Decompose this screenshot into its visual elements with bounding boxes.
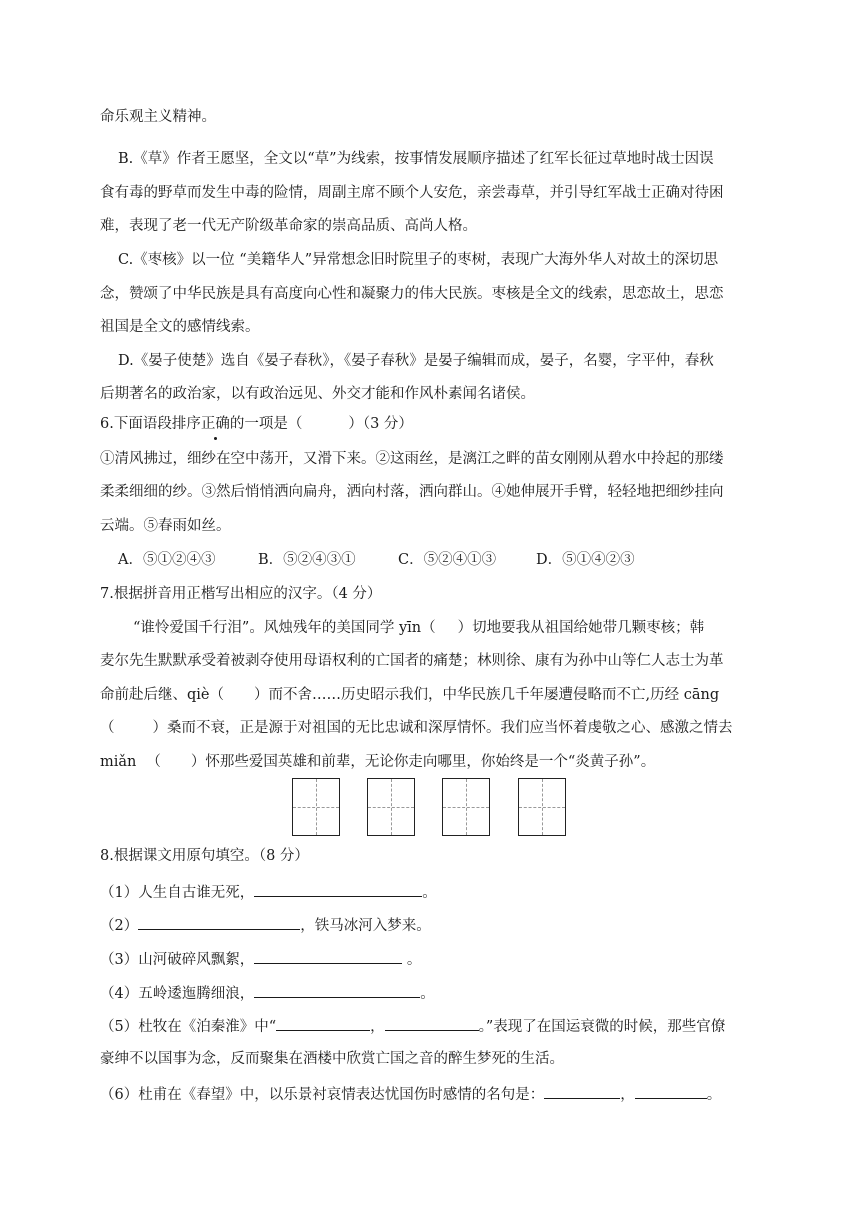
q8-item-1-text: （1）人生自古谁无死，: [100, 885, 255, 901]
q8-item-5-comma: ，: [370, 1019, 385, 1035]
q7-paren-open: （: [100, 720, 115, 736]
q8-item-5-text: （5）杜牧在《泊秦淮》中“: [100, 1019, 277, 1035]
q7-pinyin-yin: yīn: [398, 620, 422, 636]
q6-stem-part1: 6.下面语段排序: [100, 416, 201, 432]
q7-pinyin-cang: cāng: [683, 687, 720, 703]
q5-option-c-line3: 祖国是全文的感情线索。: [100, 319, 260, 335]
q5-option-a-tail: 命乐观主义精神。: [100, 109, 216, 125]
q5-option-b-line1: B.《草》作者王愿坚，全文以“草”为线索，按事情发展顺序描述了红军长征过草地时战士因误: [118, 151, 714, 167]
q8-item-6-comma: ，: [620, 1087, 635, 1103]
q5-option-d-line1: D.《晏子使楚》选自《晏子春秋》，《晏子春秋》是晏子编辑而成，晏子，名婴，字平仲，春秋: [118, 353, 714, 369]
q6-option-d[interactable]: D．⑤①④②③: [536, 552, 635, 568]
q8-item-6: [100, 1083, 721, 1105]
writing-grid-box-3[interactable]: [442, 778, 490, 836]
q7-line1-tail: ）切地要我从祖国给她带几颗枣核；韩: [457, 620, 705, 636]
q6-option-c[interactable]: C．⑤②④①③: [398, 552, 497, 568]
q7-pinyin-mian: miǎn: [100, 754, 137, 770]
q8-item-5-line2: 豪绅不以国事为念，反而聚集在酒楼中欣赏亡国之音的醉生梦死的生活。: [100, 1051, 564, 1067]
q8-blank-6a[interactable]: [544, 1083, 620, 1099]
q8-item-6-end: 。: [706, 1087, 722, 1103]
q8-item-2: [100, 914, 431, 936]
q8-blank-5b[interactable]: [385, 1015, 479, 1031]
q7-line1-text: “谁怜爱国千行泪”。风烛残年的美国同学: [133, 620, 399, 636]
q6-options: [0, 550, 860, 570]
q8-item-6-text: （6）杜甫在《春望》中，以乐景衬哀情表达忧国伤时感情的名句是：: [100, 1087, 545, 1103]
q7-line4-text: ）桑而不衰，正是源于对祖国的无比忠诚和深厚情怀。我们应当怀着虔敬之心、感激之情去: [152, 720, 733, 736]
q8-blank-2[interactable]: [138, 914, 300, 930]
q7-line4: [100, 718, 733, 738]
q8-blank-3[interactable]: [254, 948, 402, 964]
q7-line2: 麦尔先生默默承受着被剥夺使用母语权利的亡国者的痛楚；林则徐、康有为孙中山等仁人志士为革: [100, 653, 724, 669]
q5-option-c-line2: 念，赞颂了中华民族是具有高度向心性和凝聚力的伟大民族。枣核是全文的线索，思恋故土，思恋: [100, 286, 724, 302]
q8-item-5: [100, 1015, 725, 1037]
writing-grid-box-4[interactable]: [518, 778, 566, 836]
q7-paren-open: （: [421, 620, 436, 636]
q7-line5: [100, 752, 655, 772]
q5-option-d-line2: 后期著名的政治家，以有政治远见、外交才能和作风朴素闻名诸侯。: [100, 386, 535, 402]
q6-option-b[interactable]: B．⑤②④③①: [258, 552, 356, 568]
q8-item-4-text: （4）五岭逶迤腾细浪，: [100, 986, 255, 1002]
q8-blank-1[interactable]: [254, 881, 422, 897]
q6-stem-part2: 的一项是（: [229, 416, 303, 432]
writing-grid-box-2[interactable]: [367, 778, 415, 836]
q8-item-5-tail: 。”表现了在国运衰微的时候，那些官僚: [478, 1019, 726, 1035]
q7-paren-open: （: [209, 687, 225, 703]
q6-passage-line2: 柔柔细细的纱。③然后悄悄洒向扁舟，洒向村落，洒向群山。④她伸展开手臂，轻轻地把细纱挂向: [100, 484, 724, 500]
q7-line3-tail: ）而不舍……历史昭示我们，中华民族几千年屡遭侵略而不亡,历经: [254, 687, 684, 703]
writing-grid-box-1[interactable]: [292, 778, 340, 836]
q8-item-2-label: （2）: [100, 918, 139, 934]
q7-paren-open: （: [146, 754, 161, 770]
q7-line3-text: 命前赴后继、: [100, 687, 187, 703]
q8-item-3-end: 。: [402, 952, 422, 968]
q8-item-1-end: 。: [422, 885, 437, 901]
q8-stem: 8.根据课文用原句填空。（8 分）: [100, 848, 309, 864]
q6-passage-line1: ①清风拂过，细纱在空中荡开，又滑下来。②这雨丝，是漓江之畔的苗女刚刚从碧水中拎起的那缕: [100, 451, 724, 467]
q8-blank-6b[interactable]: [635, 1083, 707, 1099]
q7-pinyin-qie: qiè: [187, 687, 210, 703]
q8-item-3: [100, 948, 421, 970]
q5-option-b-line2: 食有毒的野草而发生中毒的险情，周副主席不顾个人安危，亲尝毒草，并引导红军战士正确对待困: [100, 185, 724, 201]
q7-stem: 7.根据拼音用正楷写出相应的汉字。（4 分）: [100, 586, 382, 602]
q6-stem-emphasis: 正确: [200, 416, 230, 432]
q8-item-4: [100, 982, 435, 1004]
q7-line1: [133, 618, 704, 638]
q7-line5-text: ）怀那些爱国英雄和前辈，无论你走向哪里，你始终是一个“炎黄子孙”。: [190, 754, 656, 770]
q8-blank-5a[interactable]: [276, 1015, 370, 1031]
q8-blank-4[interactable]: [254, 982, 420, 998]
q6-passage-line3: 云端。⑤春雨如丝。: [100, 518, 231, 534]
q8-item-2-text: ，铁马冰河入梦来。: [300, 918, 431, 934]
q6-stem: [100, 414, 413, 434]
q8-item-4-end: 。: [420, 986, 435, 1002]
q5-option-b-line3: 难，表现了老一代无产阶级革命家的崇高品质、高尚人格。: [100, 218, 477, 234]
q8-item-3-text: （3）山河破碎风飘絮，: [100, 952, 255, 968]
q6-option-a[interactable]: A．⑤①②④③: [118, 552, 216, 568]
q6-stem-part3: ）（3 分）: [348, 416, 413, 432]
q7-line3: [100, 685, 719, 705]
q5-option-c-line1: C.《枣核》以一位 “美籍华人”异常想念旧时院里子的枣树，表现广大海外华人对故土的深切思: [118, 252, 719, 268]
q8-item-1: [100, 881, 437, 903]
